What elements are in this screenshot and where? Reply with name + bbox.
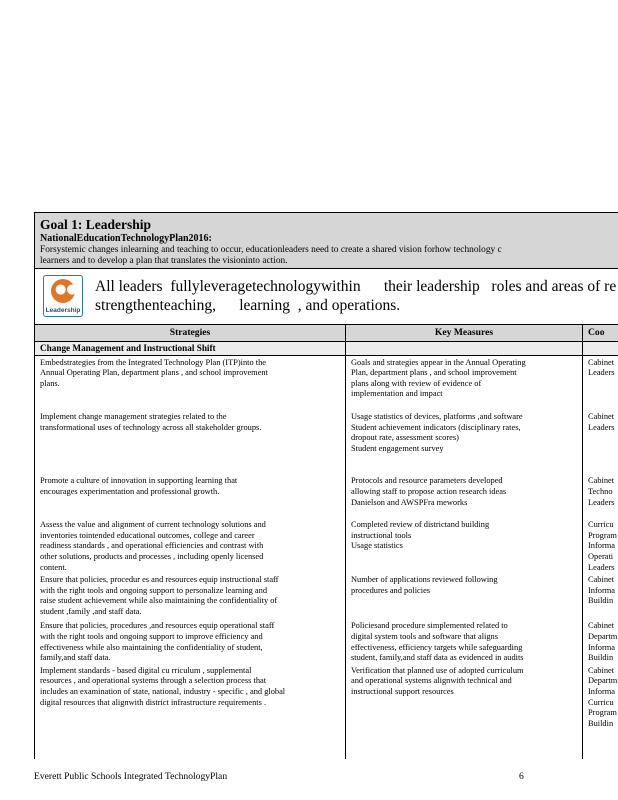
- measures-line: Usage statistics of devices, platforms ,and software: [351, 411, 523, 421]
- coordinators-line: Techno: [588, 486, 613, 496]
- measures-line: Number of applications reviewed following: [351, 575, 498, 585]
- table-row: [35, 664, 618, 730]
- people-icon: ●●: [55, 282, 78, 297]
- measures-cell: [346, 619, 583, 663]
- coordinators-cell: [583, 518, 618, 573]
- coordinators-cell: [583, 573, 618, 617]
- strategy-line: Ensure that policies, procedures ,and resources equip operational staff: [40, 621, 275, 631]
- nep-label: NationalEducationTechnologyPlan2016:: [40, 233, 212, 244]
- strategy-line: digital resources that alignwith district infrastructure requirements .: [40, 697, 267, 707]
- measures-cell: [346, 518, 583, 573]
- vision-line-2: strengthenteaching, learning , and operations.: [95, 297, 401, 314]
- page-number: 6: [519, 771, 524, 782]
- measures-line: plans along with review of evidence of: [351, 378, 482, 388]
- strategy-line: effectiveness while also maintaining the confidentiality of student,: [40, 642, 263, 652]
- measures-line: Protocols and resource parameters developed: [351, 476, 503, 486]
- measures-line: student, family,and staff data as evidenced in audits: [351, 653, 524, 663]
- strategy-line: encourages experimentation and professional growth.: [40, 486, 220, 496]
- coordinators-line: Buildin: [588, 653, 614, 663]
- measures-cell: [346, 573, 583, 617]
- strategy-cell: [35, 573, 346, 617]
- goal-title: Goal 1: Leadership: [40, 217, 152, 232]
- measures-line: Student achievement indicators (disciplinary rates,: [351, 422, 521, 432]
- nep-line-1: Forsystemic changes inlearning and teaching to occur, educationleaders need to create a shared vision forhow technology c: [40, 245, 502, 255]
- leadership-icon: [43, 275, 83, 317]
- strategy-line: raise student achievement while also maintaining the confidentiality of: [40, 596, 278, 606]
- measures-cell: [346, 474, 583, 508]
- table-row: [35, 355, 618, 400]
- header-coordinators: Coo: [583, 325, 618, 342]
- measures-line: dropout rate, assessment scores): [351, 433, 459, 443]
- coordinators-line: Program: [588, 708, 617, 718]
- coordinators-line: Operati: [588, 551, 614, 561]
- measures-line: Student engagement survey: [351, 443, 444, 453]
- table-row: [35, 410, 618, 454]
- coordinators-cell: [583, 355, 618, 400]
- coordinators-line: Buildin: [588, 718, 614, 728]
- coordinators-cell: [583, 410, 618, 454]
- footer-text: Everett Public Schools Integrated TechnologyPlan: [34, 771, 228, 782]
- strategy-line: plans.: [40, 378, 60, 388]
- measures-line: Verification that planned use of adopted curriculum: [351, 665, 524, 675]
- coordinators-line: Cabinet: [588, 357, 615, 367]
- coordinators-line: Cabinet: [588, 575, 615, 585]
- strategy-line: Promote a culture of innovation in supporting learning that: [40, 476, 238, 486]
- measures-line: procedures and policies: [351, 585, 431, 595]
- strategy-line: resources , and operational systems through a selection process that: [40, 676, 267, 686]
- measures-line: Policiesand procedure simplemented related to: [351, 621, 508, 631]
- measures-line: Danielson and AWSPFra meworks: [351, 497, 468, 507]
- coordinators-cell: [583, 474, 618, 508]
- strategy-line: Assess the value and alignment of current technology solutions and: [40, 520, 266, 530]
- strategy-table: [34, 325, 618, 759]
- strategy-cell: [35, 355, 346, 400]
- strategy-cell: [35, 664, 346, 730]
- strategy-cell: [35, 619, 346, 663]
- coordinators-line: Leaders: [588, 562, 615, 572]
- strategy-line: includes an examination of state, national, industry - specific , and global: [40, 687, 286, 697]
- strategy-line: content.: [40, 562, 67, 572]
- table-row: [35, 619, 618, 663]
- coordinators-line: Departm: [588, 632, 618, 642]
- strategy-line: student ,family ,and staff data.: [40, 606, 142, 616]
- strategy-line: other solutions, products and processes , including openly licensed: [40, 551, 264, 561]
- strategy-line: transformational uses of technology across all stakeholder groups.: [40, 422, 262, 432]
- vision-text: [95, 277, 616, 315]
- strategy-line: with the right tools and ongoing support to improve efficiency and: [40, 632, 263, 642]
- measures-line: implementation and impact: [351, 389, 443, 399]
- measures-line: Completed review of districtand building: [351, 520, 490, 530]
- goal-frame: [34, 212, 618, 759]
- measures-line: Plan, department plans , and school improvement: [351, 368, 517, 378]
- coordinators-line: Leaders: [588, 422, 615, 432]
- strategy-cell: [35, 410, 346, 454]
- vision-statement: [34, 269, 618, 325]
- table-row: [35, 474, 618, 508]
- measures-line: Usage statistics: [351, 541, 403, 551]
- strategy-cell: [35, 474, 346, 508]
- section-row: [35, 342, 618, 356]
- vision-line-1: All leaders fullyleveragetechnologywithin their leadership roles and areas of re: [95, 278, 617, 295]
- coordinators-line: Cabinet: [588, 476, 615, 486]
- measures-line: and operational systems alignwith technical and: [351, 676, 512, 686]
- header-strategies: Strategies: [35, 325, 346, 342]
- coordinators-line: Program: [588, 530, 617, 540]
- measures-line: instructional tools: [351, 530, 412, 540]
- coordinators-line: Informa: [588, 585, 615, 595]
- strategy-cell: [35, 518, 346, 573]
- strategy-line: family,and staff data.: [40, 653, 111, 663]
- strategy-line: with the right tools and ongoing support to personalize learning and: [40, 585, 268, 595]
- strategy-line: Embedstrategies from the Integrated Technology Plan (ITP)into the: [40, 357, 267, 367]
- table-row: [35, 518, 618, 573]
- measures-line: Goals and strategies appear in the Annual Operating: [351, 357, 526, 367]
- coordinators-cell: [583, 664, 618, 730]
- strategy-line: Annual Operating Plan, department plans , and school improvement: [40, 368, 268, 378]
- measures-line: effectiveness, efficiency targets while safeguarding: [351, 642, 523, 652]
- coordinators-line: Curricu: [588, 697, 614, 707]
- measures-cell: [346, 355, 583, 400]
- strategy-line: readiness standards , and operational efficiencies and contrast with: [40, 541, 264, 551]
- coordinators-line: Informa: [588, 642, 615, 652]
- goal-header: [34, 212, 618, 269]
- coordinators-line: Informa: [588, 687, 615, 697]
- coordinators-line: Cabinet: [588, 665, 615, 675]
- measures-line: digital system tools and software that aligns: [351, 632, 499, 642]
- measures-line: instructional support resources: [351, 687, 454, 697]
- measures-cell: [346, 664, 583, 730]
- strategy-line: Ensure that policies, procedur es and resources equip instructional staff: [40, 575, 279, 585]
- nep-line-2: learners and to develop a plan that translates the visioninto action.: [40, 256, 288, 266]
- coordinators-line: Buildin: [588, 596, 614, 606]
- table-row: [35, 573, 618, 617]
- coordinators-line: Cabinet: [588, 621, 615, 631]
- coordinators-cell: [583, 619, 618, 663]
- strategy-line: inventories tointended educational outcomes, college and career: [40, 530, 255, 540]
- header-key-measures: Key Measures: [346, 325, 583, 342]
- logo-caption: Leadership: [45, 307, 81, 314]
- coordinators-line: Curricu: [588, 520, 614, 530]
- coordinators-line: Cabinet: [588, 411, 615, 421]
- measures-cell: [346, 410, 583, 454]
- measures-line: allowing staff to propose action research ideas: [351, 486, 507, 496]
- coordinators-line: Leaders: [588, 368, 615, 378]
- strategy-line: Implement change management strategies related to the: [40, 411, 227, 421]
- coordinators-line: Departm: [588, 676, 618, 686]
- section-heading: Change Management and Instructional Shift: [35, 342, 346, 356]
- coordinators-line: Informa: [588, 541, 615, 551]
- coordinators-line: Leaders: [588, 497, 615, 507]
- strategy-line: Implement standards - based digital cu rriculum , supplemental: [40, 665, 252, 675]
